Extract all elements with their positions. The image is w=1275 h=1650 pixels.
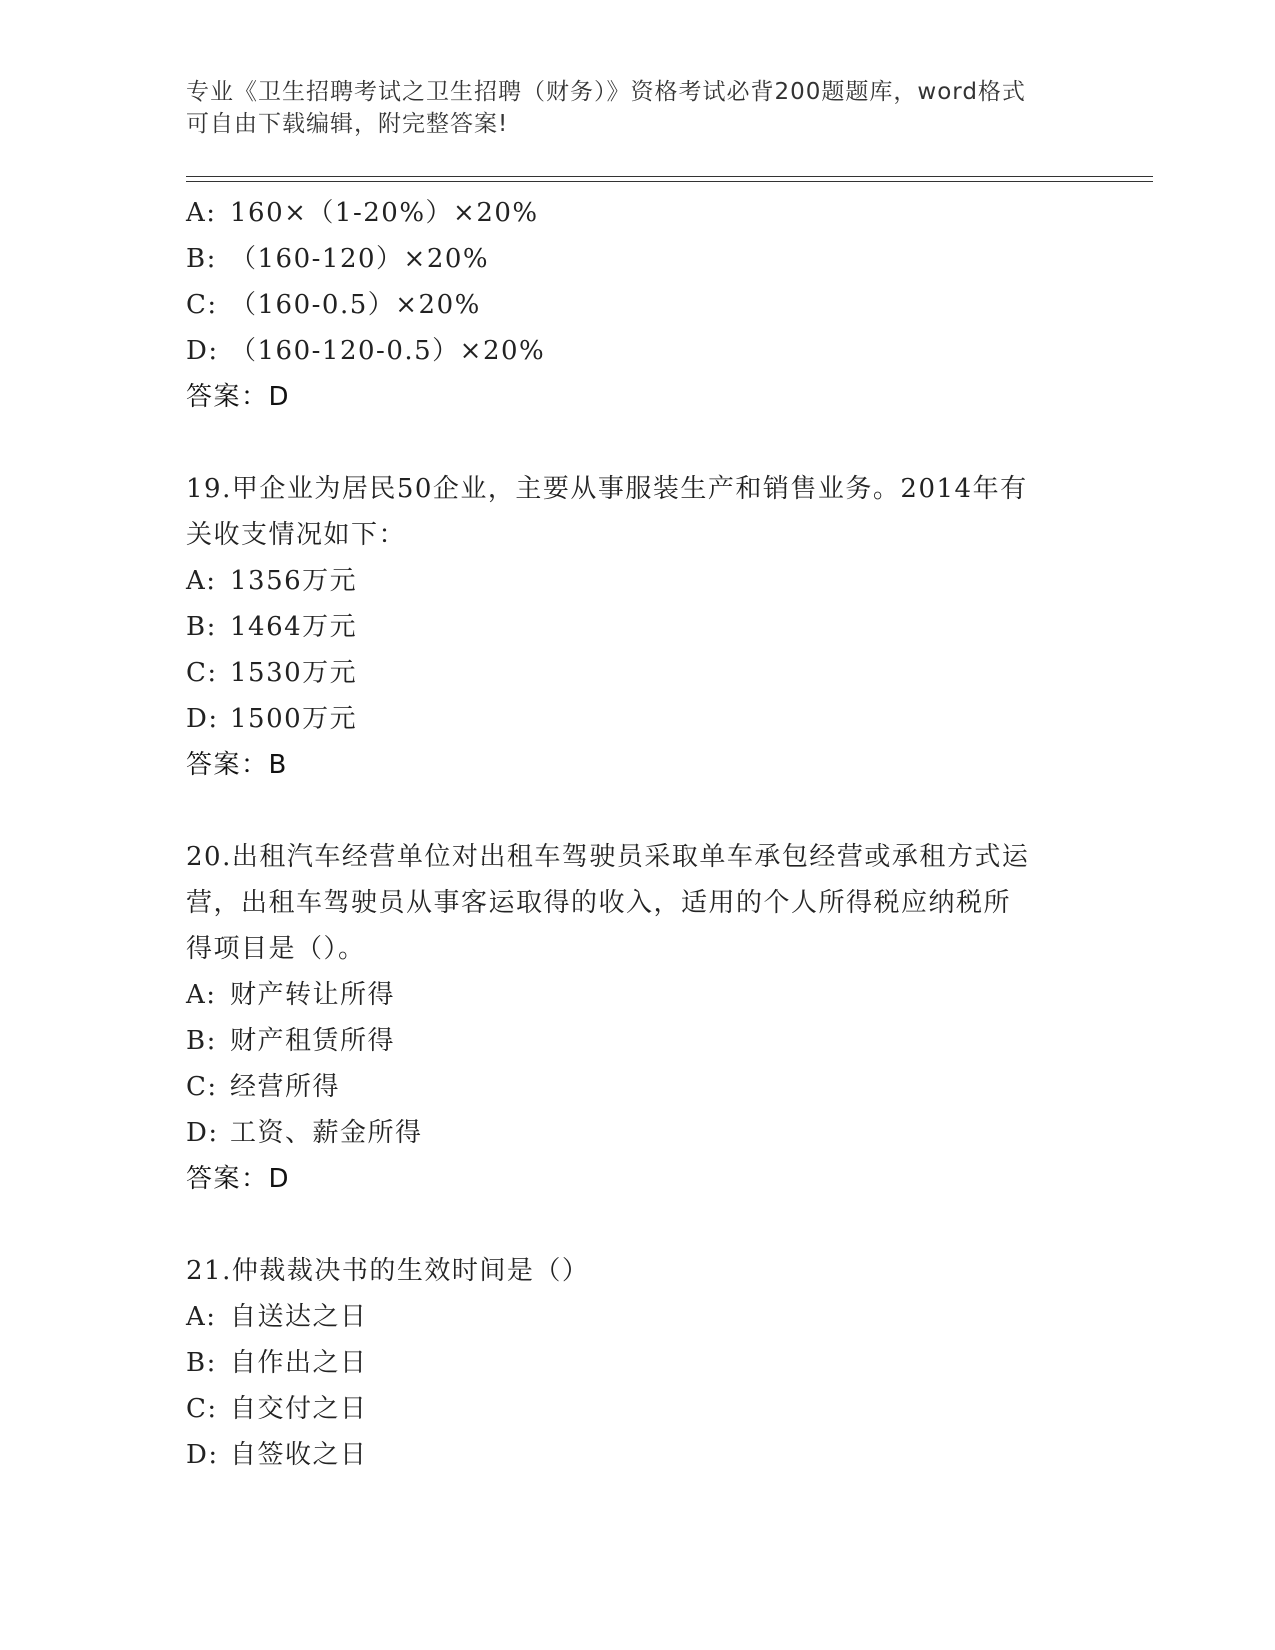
question-18 [186, 190, 1086, 420]
document-header [186, 76, 1066, 140]
answer: 答案：D [186, 382, 291, 412]
option-b: B: （160-120）×20% [186, 244, 490, 274]
option-a: A: 财产转让所得 [186, 980, 396, 1010]
question-text-line: 21.仲裁裁决书的生效时间是（） [186, 1256, 590, 1286]
option-c: C: （160-0.5）×20% [186, 290, 481, 320]
option-d: D: 工资、薪金所得 [186, 1118, 423, 1148]
spacer [186, 1202, 1086, 1248]
option-d: D: 1500万元 [186, 704, 358, 734]
question-text-line: 得项目是（）。 [186, 934, 366, 964]
question-list [186, 190, 1086, 1478]
option-c: C: 自交付之日 [186, 1394, 368, 1424]
option-d: D: （160-120-0.5）×20% [186, 336, 546, 366]
question-text-line: 营，出租车驾驶员从事客运取得的收入，适用的个人所得税应纳税所 [186, 888, 1012, 918]
spacer [186, 788, 1086, 834]
option-b: B: 1464万元 [186, 612, 358, 642]
answer: 答案：B [186, 750, 288, 780]
option-d: D: 自签收之日 [186, 1440, 368, 1470]
spacer [186, 420, 1086, 466]
question-20 [186, 834, 1086, 1202]
question-19 [186, 466, 1086, 788]
header-divider-bottom [186, 181, 1153, 182]
question-text-line: 关收支情况如下： [186, 520, 407, 550]
question-text-line: 19.甲企业为居民50企业，主要从事服装生产和销售业务。2014年有 [186, 474, 1028, 504]
question-text-line: 20.出租汽车经营单位对出租车驾驶员采取单车承包经营或承租方式运 [186, 842, 1030, 872]
option-b: B: 自作出之日 [186, 1348, 368, 1378]
option-b: B: 财产租赁所得 [186, 1026, 396, 1056]
option-a: A: 1356万元 [186, 566, 358, 596]
option-a: A: 自送达之日 [186, 1302, 368, 1332]
header-line-1: 专业《卫生招聘考试之卫生招聘（财务）》资格考试必背200题题库，word格式 [186, 79, 1026, 105]
header-divider-top [186, 176, 1153, 177]
option-c: C: 1530万元 [186, 658, 358, 688]
header-line-2: 可自由下载编辑，附完整答案! [186, 111, 509, 137]
question-21 [186, 1248, 1086, 1478]
answer: 答案：D [186, 1164, 291, 1194]
option-c: C: 经营所得 [186, 1072, 341, 1102]
option-a: A: 160×（1-20%）×20% [186, 198, 539, 228]
